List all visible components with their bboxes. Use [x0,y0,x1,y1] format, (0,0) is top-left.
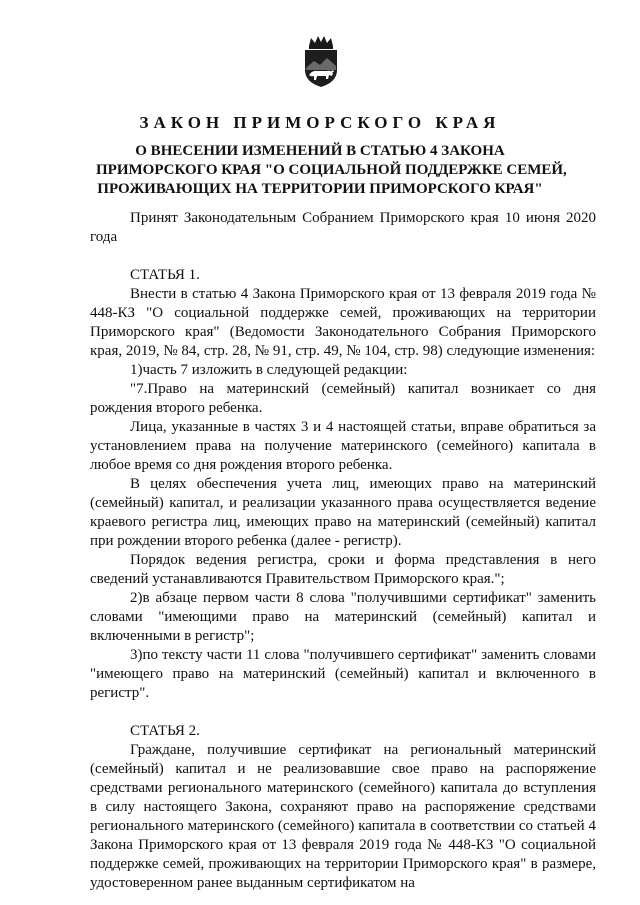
article-1-paragraph: "7.Право на материнский (семейный) капитал возникает со дня рождения второго ребенка. [90,381,596,416]
subtitle-line: ПРОЖИВАЮЩИХ НА ТЕРРИТОРИИ ПРИМОРСКОГО КРАЯ" [97,181,543,197]
article-1-paragraph: 2)в абзаце первом части 8 слова "получившими сертификат" заменить словами "имеющими право на материнский (семейный) капитал и включенными в регистр"; [90,590,596,644]
subtitle-line: ПРИМОРСКОГО КРАЯ "О СОЦИАЛЬНОЙ ПОДДЕРЖКЕ СЕМЕЙ, [96,162,567,178]
article-1-heading: СТАТЬЯ 1. [130,267,200,283]
article-1-paragraph: 3)по тексту части 11 слова "получившего сертификат" заменить словами "имеющего право на материнский (семейный) капитал и включенного в регистр". [90,647,596,701]
article-2-paragraph: Граждане, получившие сертификат на региональный материнский (семейный) капитал и не реализовавшие свое право на распоряжение средствами регионального материнского (семейного) капитала до вступления в силу настоящего Закона, сохраняют право на распоряжение средствами регионального материнского (семейного) капитала в соответствии со статьей 4 Закона Приморского края от 13 февраля 2019 года № 448-КЗ "О социальной поддержке семей, проживающих на территории Приморского края" в размере, удостоверенном ранее выданным сертификатом на [90,742,596,891]
law-title: ЗАКОН ПРИМОРСКОГО КРАЯ [139,113,501,132]
adoption-note: Принят Законодательным Собранием Приморского края 10 июня 2020 года [90,210,596,245]
article-1-paragraph: 1)часть 7 изложить в следующей редакции: [130,362,408,378]
subtitle-line: О ВНЕСЕНИИ ИЗМЕНЕНИЙ В СТАТЬЮ 4 ЗАКОНА [135,143,505,159]
article-2-heading: СТАТЬЯ 2. [130,723,200,739]
law-subtitle [96,142,567,199]
article-1-paragraph: Внести в статью 4 Закона Приморского края от 13 февраля 2019 года № 448-КЗ "О социальной поддержке семей, проживающих на территории Приморского края" (Ведомости Законодательного Собрания Приморского края, 2019, № 84, стр. 28, № 91, стр. 49, № 104, стр. 98) следующие изменения: [90,286,596,359]
article-1-paragraph: Порядок ведения регистра, сроки и форма представления в него сведений устанавливаются Правительством Приморского края."; [90,552,596,587]
article-1-paragraph: Лица, указанные в частях 3 и 4 настоящей статьи, вправе обратиться за установлением права на получение материнского (семейного) капитала в любое время со дня рождения второго ребенка. [90,419,596,473]
article-1-paragraph: В целях обеспечения учета лиц, имеющих право на материнский (семейный) капитал, и реализации указанного права осуществляется ведение краевого регистра лиц, имеющих право на материнский (семейный) капитал при рождении второго ребенка (далее - регистр). [90,476,596,549]
primorsky-coat-of-arms-icon [302,34,340,88]
document-body [90,209,596,893]
